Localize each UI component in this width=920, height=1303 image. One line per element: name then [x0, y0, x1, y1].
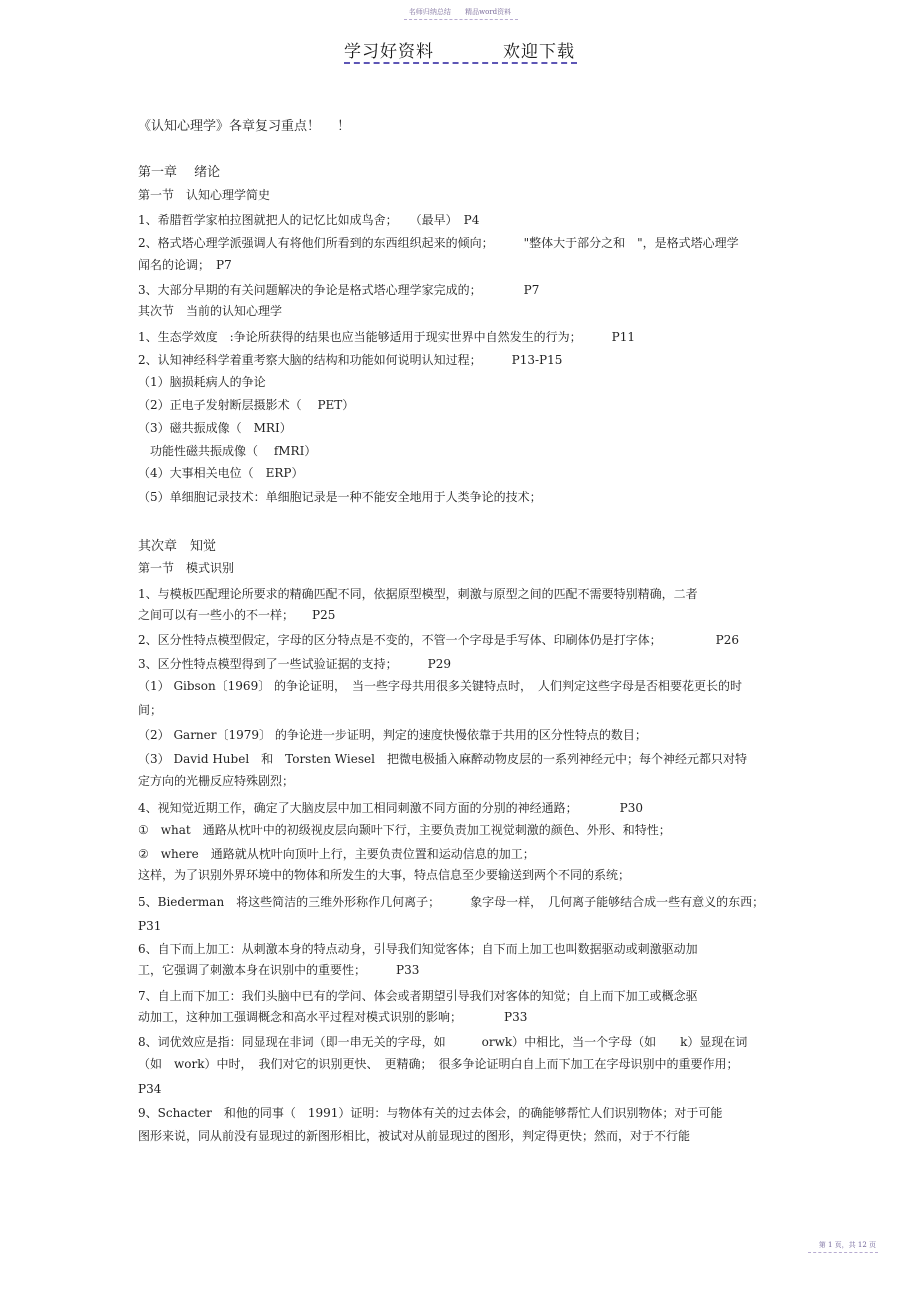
- banner-underline: [344, 62, 577, 64]
- text-line: 这样，为了识别外界环境中的物体和所发生的大事，特点信息至少要输送到两个不同的系统；: [138, 868, 631, 882]
- text-line: 1、与模板匹配理论所要求的精确匹配不同，依据原型模型，刺激与原型之间的匹配不需要特别精确，二者: [138, 587, 698, 601]
- text-line: 2、格式塔心理学派强调人有将他们所看到的东西组织起来的倾向； "整体大于部分之和 "，是格式塔心理学: [138, 236, 739, 250]
- section-heading: 第一节 认知心理学简史: [138, 188, 271, 202]
- chapter-heading: 其次章 知觉: [138, 539, 217, 554]
- text-line: 动加工，这种加工强调概念和高水平过程对模式识别的影响； P33: [138, 1010, 528, 1024]
- text-line: （3） David Hubel 和 Torsten Wiesel 把微电极插入麻醉动物皮层的一系列神经元中；每个神经元都只对特: [138, 752, 747, 766]
- chapter-heading: 第一章 绪论: [138, 165, 221, 180]
- text-line: 间；: [138, 703, 163, 717]
- text-line: 功能性磁共振成像（ fMRI）: [138, 444, 317, 458]
- section-heading: 其次节 当前的认知心理学: [138, 304, 283, 318]
- text-line: （4）大事相关电位（ ERP）: [138, 466, 304, 480]
- text-line: ② where 通路就从枕叶向顶叶上行，主要负责位置和运动信息的加工；: [138, 847, 535, 861]
- text-line: ① what 通路从枕叶中的初级视皮层向颞叶下行，主要负责加工视觉刺激的颜色、外形、和特性；: [138, 823, 671, 837]
- text-line: 1、希腊哲学家柏拉图就把人的记忆比如成鸟舍； （最早） P4: [138, 213, 480, 227]
- text-line: 2、认知神经科学着重考察大脑的结构和功能如何说明认知过程； P13-P15: [138, 353, 563, 367]
- text-line: 9、Schacter 和他的同事（ 1991）证明：与物体有关的过去体会，的确能够帮忙人们识别物体；对于可能: [138, 1106, 723, 1120]
- top-header-right: 精品word资料: [465, 8, 512, 16]
- text-line: 1、生态学效度 :争论所获得的结果也应当能够适用于现实世界中自然发生的行为； P11: [138, 330, 636, 344]
- section-heading: 第一节 模式识别: [138, 561, 235, 575]
- text-line: 图形来说，同从前没有显现过的新图形相比，被试对从前显现过的图形，判定得更快；然而，对于不行能: [138, 1129, 691, 1143]
- text-line: 闻名的论调； P7: [138, 258, 232, 272]
- text-line: 定方向的光栅反应特殊剧烈；: [138, 774, 295, 788]
- text-line: P31: [138, 919, 162, 933]
- top-header-left: 名师归纳总结: [408, 8, 451, 16]
- text-line: （1） Gibson〔1969〕 的争论证明， 当一些字母共用很多关键特点时， 人们判定这些字母是否相要花更长的时: [138, 679, 743, 693]
- footer-divider: [808, 1252, 878, 1253]
- text-line: 5、Biederman 将这些简洁的三维外形称作几何离子； 象字母一样， 几何离子能够结合成一些有意义的东西；: [138, 895, 765, 909]
- text-line: 3、区分性特点模型得到了一些试验证据的支持； P29: [138, 657, 451, 671]
- text-line: （3）磁共振成像（ MRI）: [138, 421, 292, 435]
- text-line: （如 work）中时， 我们对它的识别更快、 更精确； 很多争论证明白自上而下加工在字母识别中的重要作用；: [138, 1057, 739, 1071]
- text-line: 4、视知觉近期工作，确定了大脑皮层中加工相同刺激不同方面的分别的神经通路； P30: [138, 801, 643, 815]
- banner-left: 学习好资料: [344, 42, 434, 62]
- text-line: （5）单细胞记录技术：单细胞记录是一种不能安全地用于人类争论的技术；: [138, 490, 542, 504]
- text-line: P34: [138, 1082, 162, 1096]
- text-line: 工，它强调了刺激本身在识别中的重要性； P33: [138, 963, 420, 977]
- text-line: 8、词优效应是指：同显现在非词（即一串无关的字母，如 orwk）中相比，当一个字母（如 k）显现在词: [138, 1035, 748, 1049]
- text-line: （2） Garner〔1979〕 的争论进一步证明，判定的速度快慢依靠于共用的区分性特点的数目；: [138, 728, 647, 742]
- text-line: 6、自下而上加工：从刺激本身的特点动身，引导我们知觉客体；自下而上加工也叫数据驱动或刺激驱动加: [138, 942, 698, 956]
- text-line: 7、自上而下加工：我们头脑中已有的学问、体会或者期望引导我们对客体的知觉；自上而下加工或概念驱: [138, 989, 698, 1003]
- text-line: 2、区分性特点模型假定，字母的区分特点是不变的，不管一个字母是手写体、印刷体仍是打字体； P26: [138, 633, 739, 647]
- top-header: [0, 7, 920, 17]
- top-header-divider: [404, 19, 518, 20]
- banner-right: 欢迎下载: [503, 42, 575, 62]
- text-line: （2）正电子发射断层摄影术（ PET）: [138, 398, 355, 412]
- doc-title: 《认知心理学》各章复习重点！ ！: [138, 119, 351, 134]
- text-line: （1）脑损耗病人的争论: [138, 375, 266, 389]
- text-line: 之间可以有一些小的不一样； P25: [138, 608, 336, 622]
- page-number: 第 1 页，共 12 页: [818, 1241, 876, 1249]
- text-line: 3、大部分早期的有关问题解决的争论是格式塔心理学家完成的； P7: [138, 283, 540, 297]
